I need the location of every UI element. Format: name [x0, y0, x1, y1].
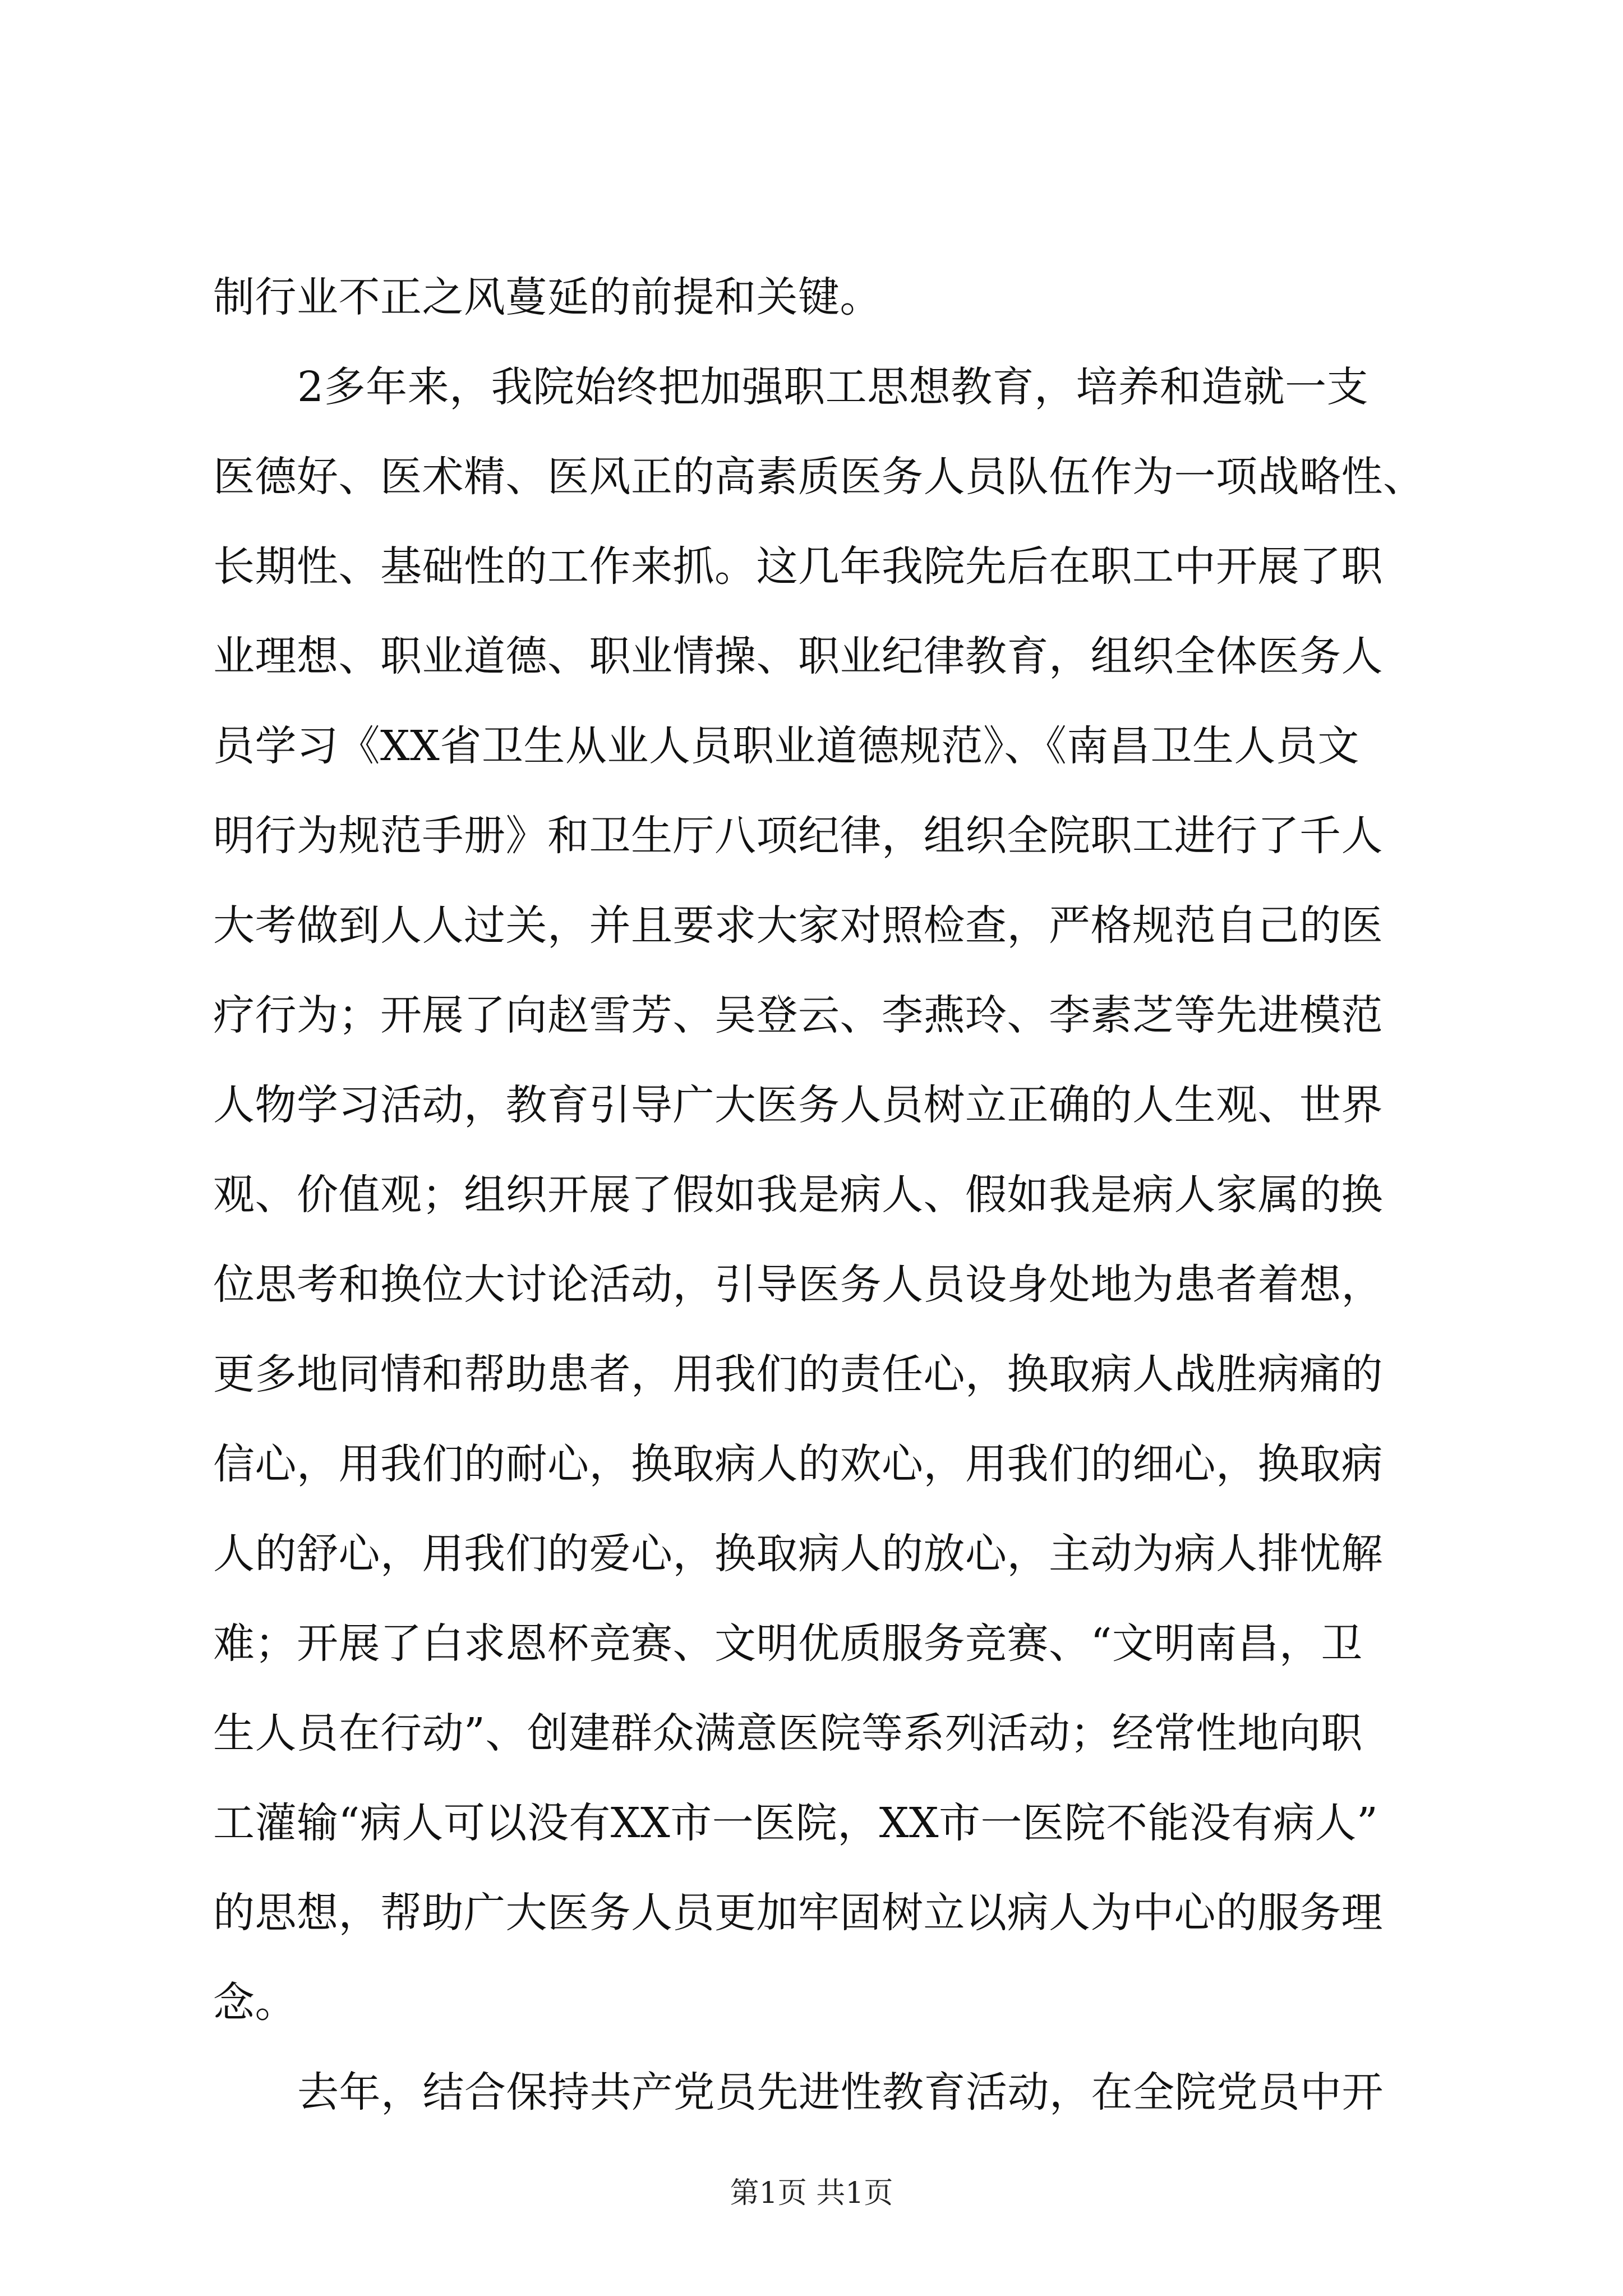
- text-line: 的思想，帮助广大医务人员更加牢固树立以病人为中心的服务理: [213, 1889, 1383, 1937]
- text-line: 信心，用我们的耐心，换取病人的欢心，用我们的细心，换取病: [213, 1440, 1383, 1488]
- text-line: 观、价值观；组织开展了假如我是病人、假如我是病人家属的换: [213, 1171, 1383, 1219]
- text-line: 制行业不正之风蔓延的前提和关键。: [213, 273, 882, 321]
- text-line: 去年，结合保持共产党员先进性教育活动，在全院党员中开: [297, 2068, 1384, 2116]
- text-line: 人的舒心，用我们的爱心，换取病人的放心，主动为病人排忧解: [213, 1530, 1383, 1578]
- text-line: 念。: [213, 1978, 297, 2027]
- text-line: 员学习《XX省卫生从业人员职业道德规范》、《南昌卫生人员文: [213, 722, 1359, 770]
- text-line: 大考做到人人过关，并且要求大家对照检查，严格规范自己的医: [213, 901, 1383, 950]
- text-line: 工灌输“病人可以没有XX市一医院，XX市一医院不能没有病人”: [213, 1799, 1378, 1847]
- page-footer: 第1页 共1页: [730, 2177, 893, 2210]
- text-line: 长期性、基础性的工作来抓。这几年我院先后在职工中开展了职: [213, 542, 1383, 591]
- text-line: 医德好、医术精、医风正的高素质医务人员队伍作为一项战略性、: [213, 453, 1425, 501]
- text-line: 生人员在行动”、创建群众满意医院等系列活动；经常性地向职: [213, 1709, 1363, 1757]
- text-line: 业理想、职业道德、职业情操、职业纪律教育，组织全体医务人: [213, 632, 1383, 680]
- text-line: 疗行为；开展了向赵雪芳、吴登云、李燕玲、李素芝等先进模范: [213, 991, 1383, 1039]
- text-line: 2多年来，我院始终把加强职工思想教育，培养和造就一支: [297, 363, 1369, 411]
- text-line: 位思考和换位大讨论活动，引导医务人员设身处地为患者着想，: [213, 1260, 1383, 1309]
- text-line: 更多地同情和帮助患者，用我们的责任心，换取病人战胜病痛的: [213, 1350, 1383, 1398]
- text-line: 人物学习活动，教育引导广大医务人员树立正确的人生观、世界: [213, 1081, 1383, 1129]
- text-line: 难；开展了白求恩杯竞赛、文明优质服务竞赛、“文明南昌，卫: [213, 1619, 1363, 1668]
- text-line: 明行为规范手册》和卫生厅八项纪律，组织全院职工进行了千人: [213, 812, 1383, 860]
